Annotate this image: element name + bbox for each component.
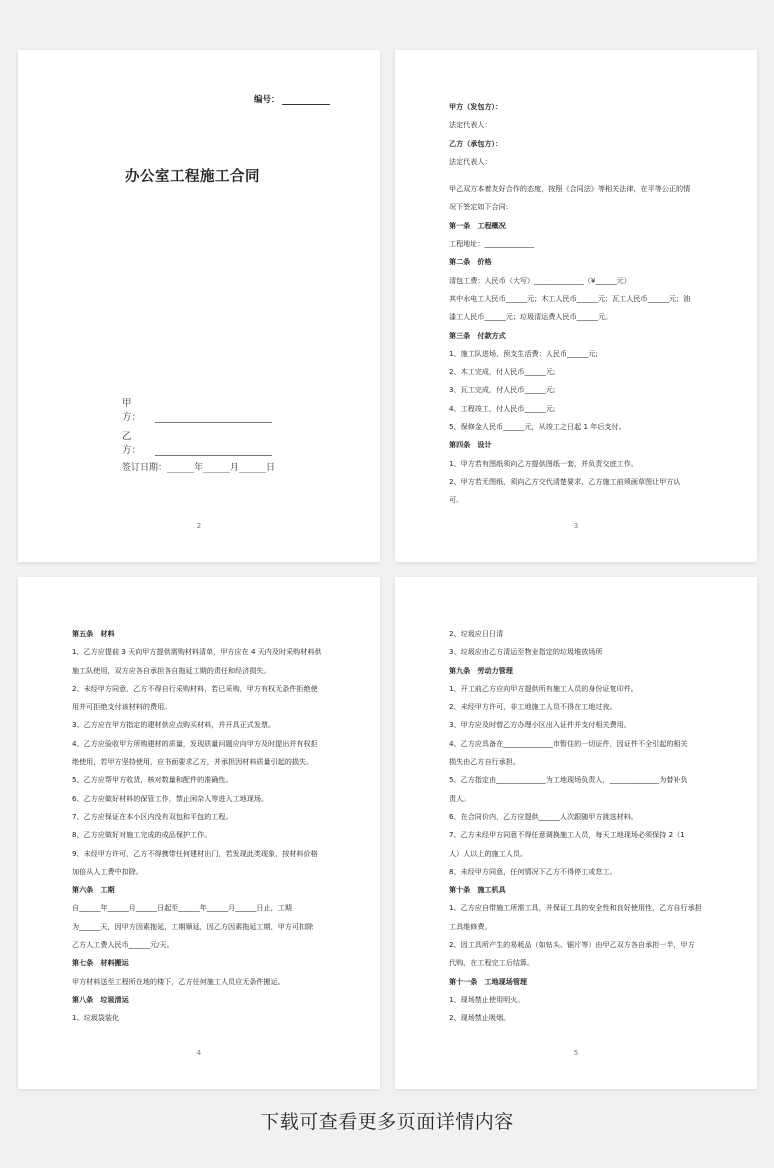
download-more-caption: 下载可查看更多页面详情内容: [260, 1111, 514, 1133]
contract-line: 加倍从人工费中扣除。: [72, 866, 143, 876]
contract-line: 2、垃圾应日日清: [449, 629, 504, 638]
contract-line: 清包工费：人民币（大写）______________（¥______元）: [449, 275, 631, 285]
contract-line: 8、未经甲方同意，任何情况下乙方不得停工或怠工。: [449, 866, 617, 876]
contract-line: [449, 171, 711, 180]
section-heading: 甲方（发包方）：: [449, 102, 503, 111]
contract-line: 1、乙方应提前 3 天向甲方提供需购材料清单，甲方应在 4 天内及时采购材料供: [72, 647, 322, 657]
contract-line: 4、工程竣工，付人民币______元;: [449, 403, 556, 413]
contract-line: 1、乙方应自带施工所需工具，并保证工具的安全性和良好使用性，乙方自行承担: [449, 903, 702, 913]
contract-line: 可。: [449, 495, 464, 505]
contract-line: 6、乙方应做好材料的保管工作，禁止闲杂人等进入工地现场。: [72, 793, 269, 803]
section-heading: 第八条 垃圾清运: [72, 994, 129, 1004]
contract-line: 工程地址：______________: [449, 239, 535, 249]
page-4: [18, 577, 380, 1089]
section-heading: 第十条 施工机具: [449, 885, 506, 895]
contract-line: 7、乙方未经甲方同意不得任意调换施工人员，每天工地现场必须保持 2（1: [449, 830, 685, 840]
page-number: 2: [196, 522, 202, 530]
contract-line: 1、甲方若有图纸须向乙方提供图纸一套，并负责交底工作。: [449, 458, 638, 468]
signing-date: 签订日期：______年______月______日: [122, 463, 276, 473]
page-cover: [18, 50, 380, 562]
contract-line: 况下签定如下合同:: [449, 202, 509, 212]
contract-line: 绝使用，若甲方坚持使用，应书面要求乙方，并承担因材料质量引起的损失。: [72, 757, 314, 767]
contract-line: 用并可拒绝支付该材料的费用。: [72, 702, 172, 712]
contract-line: 6、在合同价内，乙方应提供______人次跟随甲方挑选材料。: [449, 811, 638, 821]
contract-line: 人）人以上的施工人员。: [449, 848, 528, 858]
party-a-blank: [155, 422, 272, 423]
contract-line: 1、现场禁止使用明火。: [449, 994, 525, 1004]
contract-line: 2、未经甲方许可，非工地施工人员不得在工地过夜。: [449, 702, 617, 712]
page-3: [395, 50, 757, 562]
contract-line: 5、乙方指定由______________为工地现场负责人，______________为替补负: [449, 775, 688, 785]
contract-line: 甲方材料送至工程所在地的楼下，乙方任何施工人员应无条件搬运。: [72, 976, 285, 986]
section-heading: 第七条 材料搬运: [72, 958, 129, 968]
contract-line: 2、未经甲方同意，乙方不得自行采购材料，若已采购，甲方有权无条件拒绝使: [72, 683, 318, 693]
page-content: [72, 625, 334, 1028]
contract-line: 2、现场禁止吸烟。: [449, 1013, 511, 1023]
contract-line: 3、垃圾应由乙方清运至物业指定的垃圾堆放场所: [449, 647, 603, 657]
section-heading: 第九条 劳动力管理: [449, 665, 513, 675]
contract-line: 自______年______月______日起至______年______月______日止，工期: [72, 903, 292, 913]
contract-line: 乙方人工费人民币______元/天。: [72, 940, 174, 950]
party-b-signature-row: [122, 428, 272, 456]
page-content: [449, 625, 711, 1028]
section-heading: 第十一条 工地现场管理: [449, 976, 528, 986]
page-number: 4: [196, 1049, 202, 1057]
contract-line: 1、垃圾袋装化: [72, 1013, 120, 1023]
section-heading: 乙方（承包方）：: [449, 138, 503, 148]
contract-line: 1、施工队进场，预支生活费：人民币______元;: [449, 348, 598, 358]
section-heading: 第二条 价格: [449, 257, 492, 267]
contract-line: 2、甲方若无图纸，须向乙方交代清楚要求，乙方施工前须画草图让甲方认: [449, 476, 681, 486]
contract-line: 为______天，因甲方因素拖延，工期顺延，因乙方因素拖延工期，甲方可扣除: [72, 921, 314, 931]
contract-line: 其中水电工人民币______元；木工人民币______元；瓦工人民币______元；油: [449, 293, 691, 303]
contract-line: 甲乙双方本着友好合作的态度，按照《合同法》等相关法律，在平等公正的情: [449, 184, 691, 194]
contract-number-field: [254, 93, 330, 105]
contract-line: 1、开工前乙方应向甲方提供所有施工人员的身份证复印件。: [449, 683, 638, 693]
contract-line: 责人。: [449, 793, 471, 803]
party-b-label: 乙 方：: [122, 431, 142, 456]
contract-line: 9、未经甲方许可，乙方不得携带任何建材出门，若发现此类现象，按材料价格: [72, 848, 318, 858]
contract-line: 7、乙方应保证在本小区内没有双包和平包的工程。: [72, 811, 233, 821]
party-b-blank: [155, 455, 272, 456]
contract-line: 5、保修金人民币______元，从竣工之日起 1 年后支付。: [449, 422, 626, 432]
contract-number-label: 编号：: [254, 95, 280, 105]
page-number: 3: [573, 522, 579, 530]
contract-number-blank: [282, 104, 330, 105]
contract-line: 漆工人民币______元；垃圾清运费人民币______元。: [449, 312, 613, 322]
section-heading: 第四条 设计: [449, 440, 492, 450]
contract-line: 施工队使用，双方应各自承担各自拖延工期的责任和经济损失。: [72, 665, 271, 675]
page-content: [449, 98, 711, 510]
page-number: 5: [573, 1049, 579, 1057]
party-a-signature-row: [122, 395, 272, 423]
section-heading: 第五条 材料: [72, 629, 115, 638]
contract-line: 法定代表人：: [449, 156, 492, 166]
contract-title: 办公室工程施工合同: [125, 169, 260, 185]
page-5: [395, 577, 757, 1089]
contract-line: 4、乙方应具备在______________市暂住的一切证件，因证件不全引起的相关: [449, 738, 688, 748]
contract-line: 3、乙方应在甲方指定的建材供应点购买材料，并开具正式发票。: [72, 720, 276, 730]
contract-line: 3、甲方应及时替乙方办理小区出入证件并支付相关费用。: [449, 720, 631, 730]
contract-line: 4、乙方应验收甲方所购建材的质量，发现质量问题应向甲方及时提出并有权拒: [72, 738, 318, 748]
contract-line: 损失由乙方自行承担。: [449, 757, 520, 767]
contract-line: 8、乙方应做好对施工完成的成品保护工作。: [72, 830, 212, 840]
contract-line: 3、瓦工完成，付人民币______元;: [449, 385, 556, 395]
contract-line: 5、乙方应帮甲方收货，核对数量和配件的准确性。: [72, 775, 233, 785]
party-a-label: 甲 方：: [122, 398, 142, 423]
contract-line: 工具维修费。: [449, 921, 492, 931]
contract-line: 2、因工具所产生的易耗品（如钻头、锯片等）由甲乙双方各自承担一半，甲方: [449, 940, 695, 950]
contract-line: 法定代表人：: [449, 120, 492, 130]
section-heading: 第一条 工程概况: [449, 220, 506, 230]
contract-line: 代购，在工程完工后结算。: [449, 958, 535, 968]
section-heading: 第六条 工期: [72, 885, 115, 895]
contract-line: 2、木工完成，付人民币______元;: [449, 367, 556, 377]
section-heading: 第三条 付款方式: [449, 330, 506, 340]
